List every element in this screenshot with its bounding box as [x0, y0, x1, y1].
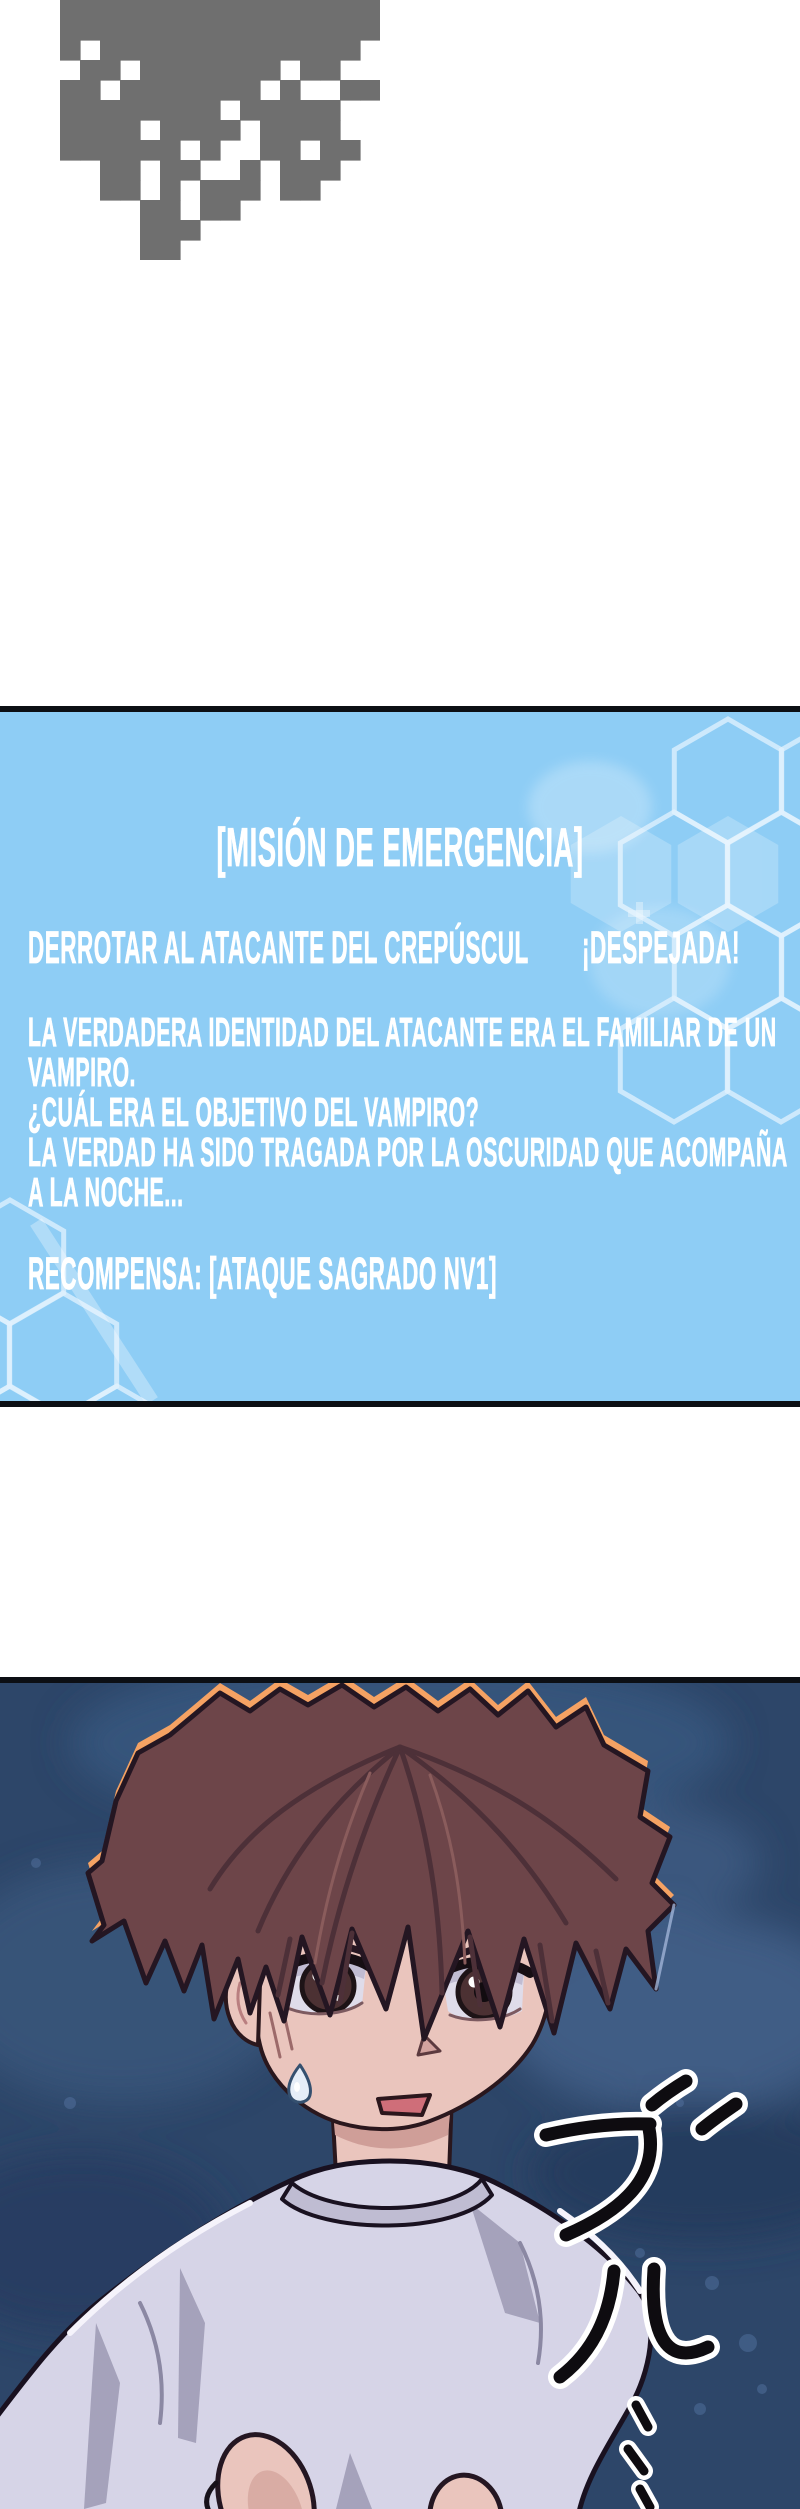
quest-description-line: LA VERDADERA IDENTIDAD DEL ATACANTE ERA EL FAMILIAR DE UN [28, 1009, 777, 1055]
quest-description-line: LA VERDAD HA SIDO TRAGADA POR LA OSCURIDAD QUE ACOMPAÑA [28, 1129, 788, 1175]
quest-panel [0, 706, 800, 1407]
quest-reward: RECOMPENSA: [ATAQUE SAGRADO NV1] [28, 1248, 497, 1299]
quest-description-line: VAMPIRO. [28, 1049, 137, 1095]
quest-status-badge: ¡DESPEJADA! [582, 922, 741, 973]
quest-description-line: ¿CUÁL ERA EL OBJETIVO DEL VAMPIRO? [28, 1089, 480, 1135]
quest-description [28, 1009, 800, 1215]
night-panel [0, 1677, 800, 2509]
pixel-dissolve-art [40, 0, 380, 260]
night-scene-art [0, 1683, 800, 2509]
mouth [378, 2095, 430, 2115]
quest-title: [MISIÓN DE EMERGENCIA] [216, 816, 584, 878]
quest-description-line: A LA NOCHE... [28, 1169, 184, 1215]
quest-objective: DERROTAR AL ATACANTE DEL CREPÚSCUL [28, 922, 529, 973]
